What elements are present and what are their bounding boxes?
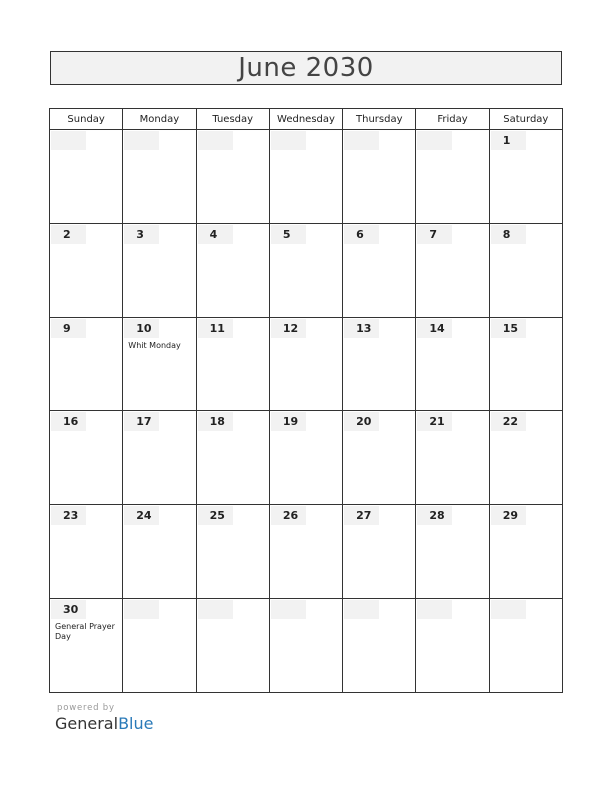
day-number: [51, 131, 86, 150]
day-cell[interactable]: [343, 318, 416, 411]
day-cell[interactable]: [123, 599, 196, 692]
day-cell[interactable]: [123, 411, 196, 504]
day-cell[interactable]: [197, 224, 270, 317]
day-number: [124, 131, 159, 150]
day-number: 8: [491, 225, 526, 244]
day-cell[interactable]: [197, 599, 270, 692]
calendar-grid: [49, 108, 563, 693]
weekday-wednesday: Wednesday: [270, 109, 343, 129]
weekday-sunday: Sunday: [50, 109, 123, 129]
day-number: 18: [198, 412, 233, 431]
day-number: [124, 600, 159, 619]
day-cell[interactable]: [343, 224, 416, 317]
day-cell[interactable]: [270, 411, 343, 504]
week-row: [50, 318, 562, 412]
day-number: 17: [124, 412, 159, 431]
day-number: 7: [417, 225, 452, 244]
day-cell[interactable]: [490, 130, 562, 223]
weekday-thursday: Thursday: [343, 109, 416, 129]
day-cell[interactable]: [50, 224, 123, 317]
day-number: 25: [198, 506, 233, 525]
week-row: [50, 599, 562, 692]
day-cell[interactable]: [197, 411, 270, 504]
day-cell[interactable]: [50, 130, 123, 223]
day-number: [198, 131, 233, 150]
day-cell[interactable]: [343, 411, 416, 504]
day-number: [417, 131, 452, 150]
day-number: 4: [198, 225, 233, 244]
day-number: 6: [344, 225, 379, 244]
day-cell[interactable]: [50, 599, 123, 692]
day-cell[interactable]: [270, 224, 343, 317]
day-cell[interactable]: [490, 505, 562, 598]
day-cell[interactable]: [490, 224, 562, 317]
week-row: [50, 130, 562, 224]
day-cell[interactable]: [343, 599, 416, 692]
day-number: [271, 600, 306, 619]
day-number: 29: [491, 506, 526, 525]
week-row: [50, 411, 562, 505]
day-number: 15: [491, 319, 526, 338]
weekday-header-row: [50, 109, 562, 130]
day-number: 12: [271, 319, 306, 338]
day-number: 16: [51, 412, 86, 431]
day-number: 3: [124, 225, 159, 244]
day-number: 19: [271, 412, 306, 431]
day-cell[interactable]: [270, 130, 343, 223]
day-cell[interactable]: [50, 505, 123, 598]
brand-logo[interactable]: [55, 714, 153, 733]
day-number: 2: [51, 225, 86, 244]
powered-by-text: powered by: [57, 703, 115, 713]
day-number: 11: [198, 319, 233, 338]
day-cell[interactable]: [490, 599, 562, 692]
weekday-friday: Friday: [416, 109, 489, 129]
day-cell[interactable]: [416, 318, 489, 411]
weeks-container: [50, 130, 562, 692]
day-cell[interactable]: [490, 411, 562, 504]
day-number: 22: [491, 412, 526, 431]
day-number: 10: [124, 319, 159, 338]
day-number: 30: [51, 600, 86, 619]
weekday-monday: Monday: [123, 109, 196, 129]
day-cell[interactable]: [270, 318, 343, 411]
day-cell[interactable]: [490, 318, 562, 411]
calendar-title-box: [50, 51, 562, 85]
weekday-tuesday: Tuesday: [197, 109, 270, 129]
day-cell[interactable]: [343, 130, 416, 223]
brand-blue: Blue: [118, 714, 154, 733]
day-cell[interactable]: [343, 505, 416, 598]
day-cell[interactable]: [50, 318, 123, 411]
day-number: [491, 600, 526, 619]
day-number: 20: [344, 412, 379, 431]
day-number: [344, 131, 379, 150]
day-cell[interactable]: [416, 411, 489, 504]
day-number: 21: [417, 412, 452, 431]
day-number: [198, 600, 233, 619]
week-row: [50, 224, 562, 318]
day-cell[interactable]: [270, 599, 343, 692]
day-number: 26: [271, 506, 306, 525]
day-number: [271, 131, 306, 150]
day-cell[interactable]: [416, 224, 489, 317]
day-number: 5: [271, 225, 306, 244]
day-number: [417, 600, 452, 619]
week-row: [50, 505, 562, 599]
day-cell[interactable]: [50, 411, 123, 504]
day-cell[interactable]: [123, 318, 196, 411]
day-number: 28: [417, 506, 452, 525]
day-cell[interactable]: [123, 130, 196, 223]
day-cell[interactable]: [197, 318, 270, 411]
day-number: 24: [124, 506, 159, 525]
weekday-saturday: Saturday: [503, 113, 549, 125]
holiday-label: General Prayer Day: [55, 622, 115, 642]
day-number: [344, 600, 379, 619]
day-number: 23: [51, 506, 86, 525]
day-cell[interactable]: [123, 505, 196, 598]
day-cell[interactable]: [416, 130, 489, 223]
day-cell[interactable]: [197, 505, 270, 598]
day-number: 14: [417, 319, 452, 338]
day-cell[interactable]: [416, 599, 489, 692]
day-cell[interactable]: [270, 505, 343, 598]
day-cell[interactable]: [123, 224, 196, 317]
day-number: 1: [491, 131, 526, 150]
day-number: 13: [344, 319, 379, 338]
holiday-label: Whit Monday: [128, 340, 181, 350]
day-cell[interactable]: [197, 130, 270, 223]
day-cell[interactable]: [416, 505, 489, 598]
day-number: 9: [51, 319, 86, 338]
day-number: 27: [344, 506, 379, 525]
brand-general: General: [55, 714, 119, 733]
calendar-title: June 2030: [238, 53, 374, 83]
